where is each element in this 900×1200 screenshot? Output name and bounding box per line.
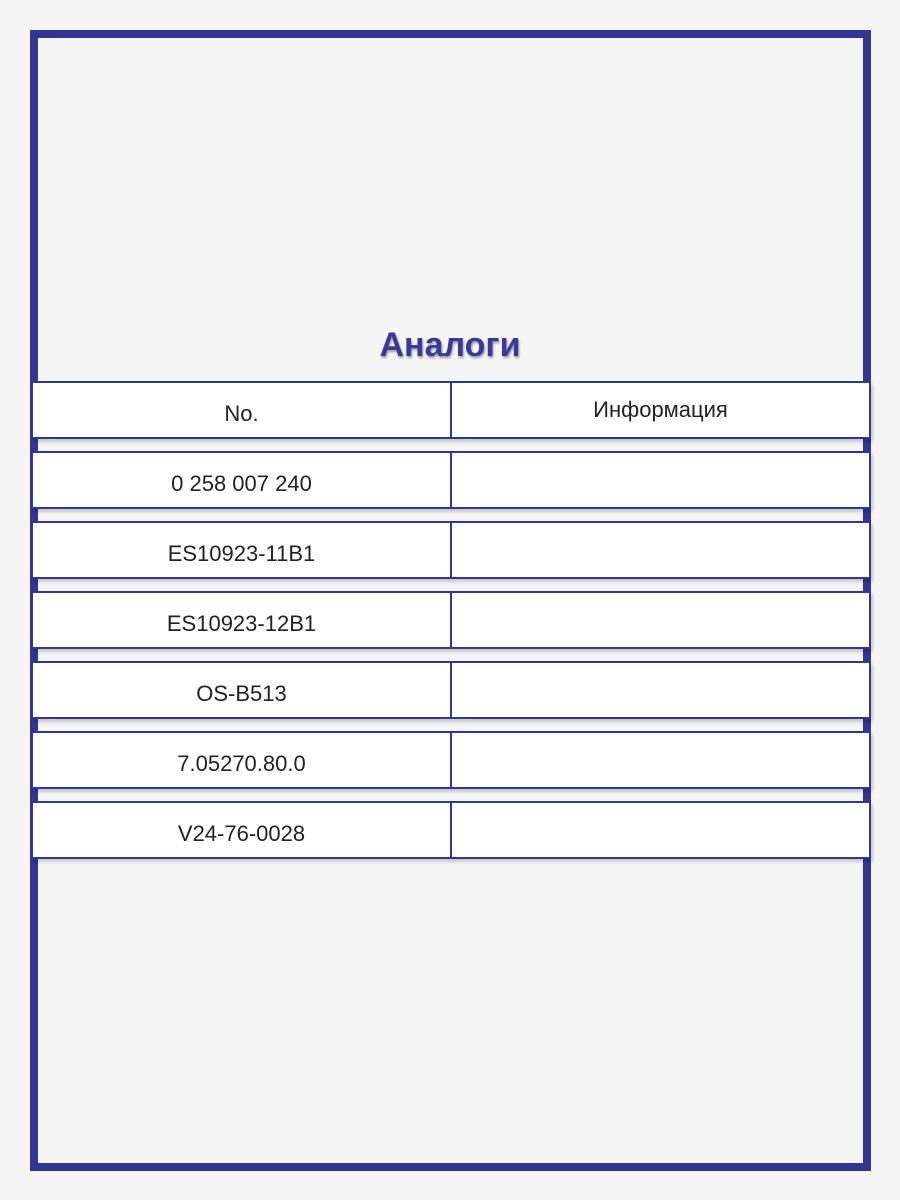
table-row — [31, 451, 871, 509]
info-cell — [452, 803, 869, 857]
part-number-cell: V24-76-0028 — [33, 803, 452, 857]
table-header-row — [31, 381, 871, 439]
info-cell — [452, 453, 869, 507]
info-cell — [452, 523, 869, 577]
info-cell — [452, 593, 869, 647]
table-row — [31, 661, 871, 719]
page-title: Аналоги — [379, 326, 521, 364]
table-row — [31, 591, 871, 649]
table-row — [31, 521, 871, 579]
part-number-cell: ES10923-12B1 — [33, 593, 452, 647]
part-number-cell: OS-B513 — [33, 663, 452, 717]
table-row — [31, 801, 871, 859]
part-number-cell: 7.05270.80.0 — [33, 733, 452, 787]
part-number-cell: 0 258 007 240 — [33, 453, 452, 507]
info-cell — [452, 733, 869, 787]
info-cell — [452, 663, 869, 717]
column-header-number: No. — [33, 383, 452, 437]
column-header-info: Информация — [593, 397, 728, 422]
part-number-cell: ES10923-11B1 — [33, 523, 452, 577]
table-row — [31, 731, 871, 789]
